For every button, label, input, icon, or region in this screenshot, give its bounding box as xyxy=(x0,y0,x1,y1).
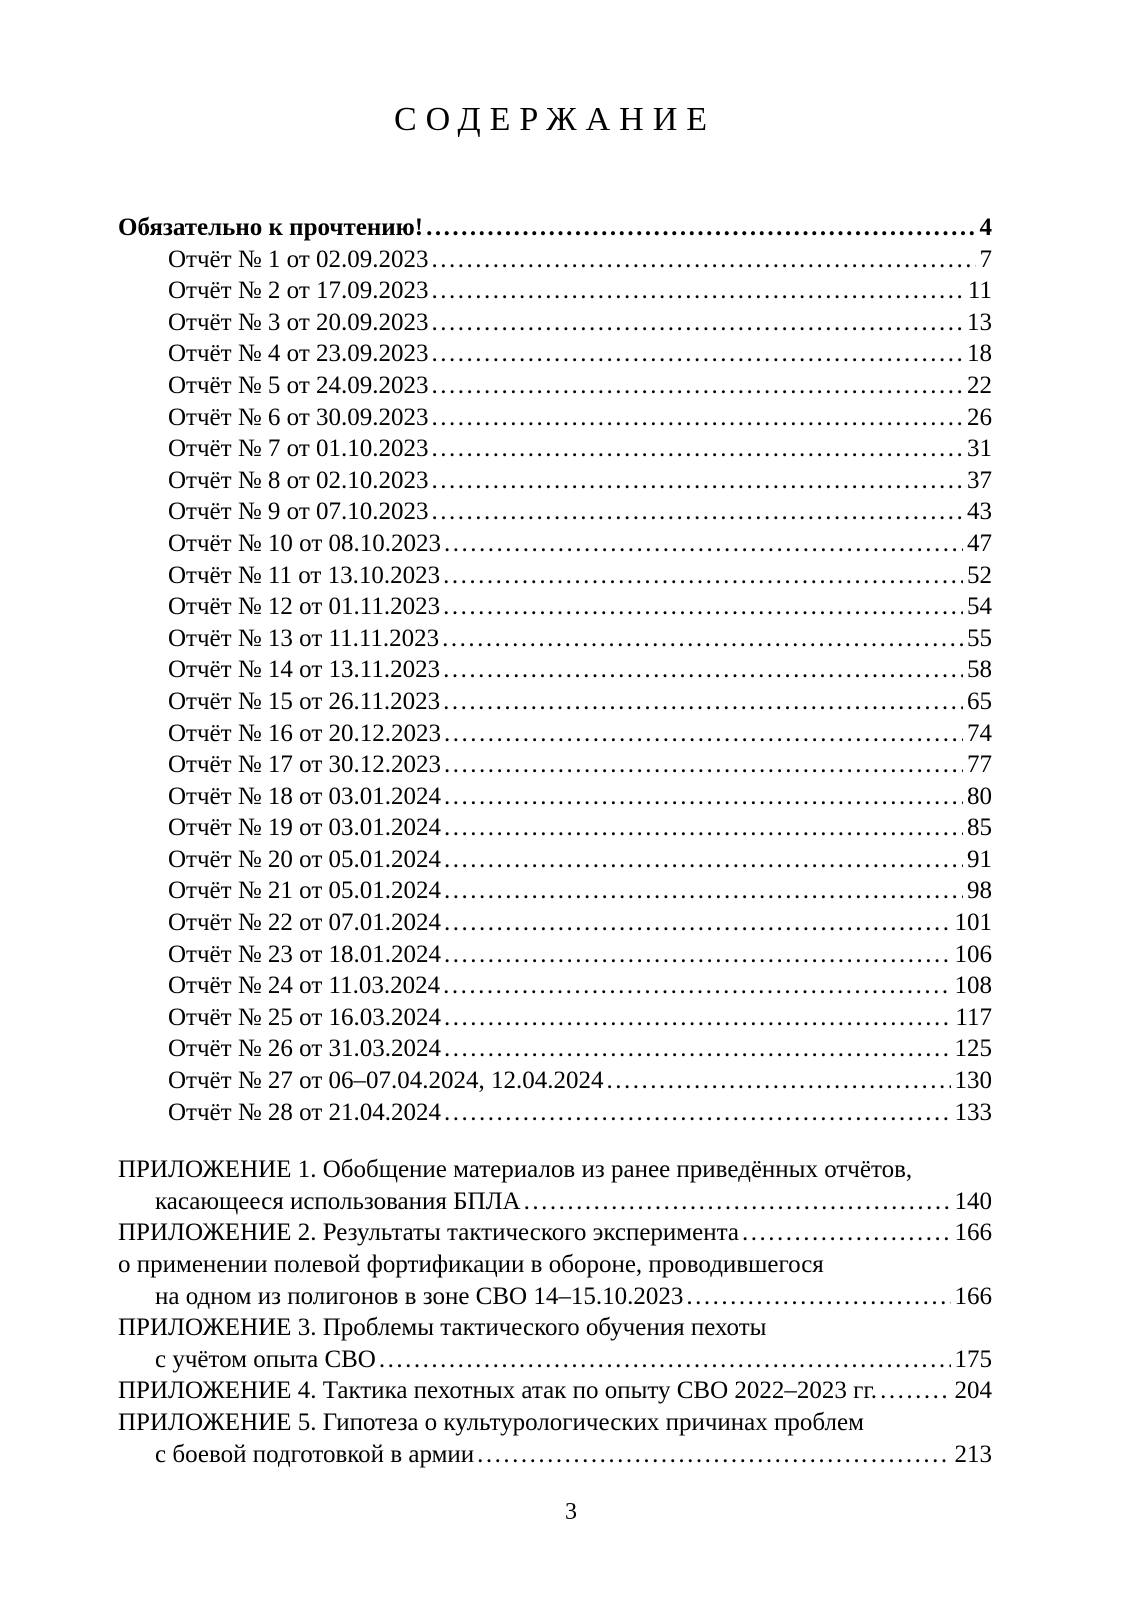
dot-leader xyxy=(432,275,964,307)
toc-report-entry xyxy=(118,907,992,939)
toc-report-entry-label: Отчёт № 23 от 18.01.2024 xyxy=(168,940,442,968)
dot-leader xyxy=(444,939,950,971)
toc-appendix-line-page: 140 xyxy=(954,1187,992,1215)
dot-leader xyxy=(442,623,963,655)
toc-report-entry xyxy=(118,560,992,592)
toc-report-entry xyxy=(118,623,992,655)
toc-report-entry xyxy=(118,591,992,623)
toc-report-entry-page: 13 xyxy=(967,308,992,336)
page-number: 3 xyxy=(565,1499,577,1525)
toc-appendix-line xyxy=(118,1344,992,1376)
toc-content xyxy=(118,0,992,1470)
toc-report-entry xyxy=(118,307,992,339)
toc-report-entry-label: Отчёт № 10 от 08.10.2023 xyxy=(168,529,442,557)
toc-report-entry-page: 52 xyxy=(967,561,992,589)
dot-leader xyxy=(444,812,963,844)
toc-report-entry-label: Отчёт № 20 от 05.01.2024 xyxy=(168,845,442,873)
dot-leader xyxy=(379,1344,951,1376)
toc-report-entry-page: 74 xyxy=(967,719,992,747)
toc-report-entry-label: Отчёт № 12 от 01.11.2023 xyxy=(168,593,441,621)
toc-main-entry-page: 4 xyxy=(979,214,992,241)
dot-leader xyxy=(432,465,963,497)
toc-report-entry xyxy=(118,812,992,844)
toc-report-entry-page: 85 xyxy=(967,814,992,842)
toc-report-entry-page: 31 xyxy=(967,435,992,463)
dot-leader xyxy=(444,781,963,813)
toc-main-entry xyxy=(118,212,992,244)
toc-report-entry-label: Отчёт № 21 от 05.01.2024 xyxy=(168,877,442,905)
toc-report-entry-page: 37 xyxy=(967,466,992,494)
dot-leader xyxy=(432,402,963,434)
toc-report-entry-page: 43 xyxy=(967,498,992,526)
toc-appendix-line-page: 166 xyxy=(954,1219,992,1247)
toc-report-entry xyxy=(118,939,992,971)
dot-leader xyxy=(686,1281,950,1313)
dot-leader xyxy=(444,1002,951,1034)
dot-leader xyxy=(432,496,963,528)
toc-report-entry-page: 91 xyxy=(967,845,992,873)
toc-report-entry-label: Отчёт № 17 от 30.12.2023 xyxy=(168,751,442,779)
toc-report-entry-page: 22 xyxy=(967,371,992,399)
dot-leader xyxy=(432,338,963,370)
dot-leader xyxy=(432,307,963,339)
toc-main-entry-label: Обязательно к прочтению! xyxy=(118,214,424,241)
dot-leader xyxy=(432,370,963,402)
toc-report-entry-page: 98 xyxy=(967,877,992,905)
toc-report-entry-label: Отчёт № 19 от 03.01.2024 xyxy=(168,814,442,842)
toc-report-entry xyxy=(118,370,992,402)
toc-report-entry xyxy=(118,749,992,781)
dot-leader xyxy=(742,1217,951,1249)
toc-report-entry xyxy=(118,1002,992,1034)
toc-appendix-line xyxy=(118,1217,992,1249)
toc-report-entry xyxy=(118,528,992,560)
toc-report-entry-label: Отчёт № 27 от 06–07.04.2024, 12.04.2024 xyxy=(168,1067,604,1095)
toc-appendix-line-label: ПРИЛОЖЕНИЕ 4. Тактика пехотных атак по опыту СВО 2022–2023 гг. xyxy=(118,1377,878,1405)
toc-report-entry xyxy=(118,654,992,686)
toc-report-entry-label: Отчёт № 8 от 02.10.2023 xyxy=(168,466,429,494)
toc-report-entry-page: 18 xyxy=(967,340,992,368)
toc-appendix-line-label: с учётом опыта СВО xyxy=(155,1345,376,1373)
toc-report-entry-label: Отчёт № 18 от 03.01.2024 xyxy=(168,782,442,810)
toc-report-entry xyxy=(118,875,992,907)
toc-report-entry-label: Отчёт № 13 от 11.11.2023 xyxy=(168,624,440,652)
toc-appendix-line-label: ПРИЛОЖЕНИЕ 3. Проблемы тактического обучения пехоты xyxy=(118,1314,767,1342)
toc-report-entry-page: 125 xyxy=(954,1035,992,1063)
toc-appendix-line xyxy=(118,1154,992,1186)
toc-report-entry xyxy=(118,970,992,1002)
toc-appendix-line xyxy=(118,1439,992,1471)
toc-report-entry xyxy=(118,686,992,718)
toc-appendix-line xyxy=(118,1249,992,1281)
toc-report-entry-page: 26 xyxy=(967,403,992,431)
toc-appendix-line-label: ПРИЛОЖЕНИЕ 2. Результаты тактического эксперимента xyxy=(118,1219,739,1247)
toc-report-entry xyxy=(118,781,992,813)
toc-report-entry-page: 106 xyxy=(954,940,992,968)
dot-leader xyxy=(444,1033,950,1065)
toc-report-entry-page: 54 xyxy=(967,593,992,621)
toc-report-entry-page: 47 xyxy=(967,529,992,557)
toc-report-entry xyxy=(118,244,992,276)
toc-report-entry-page: 65 xyxy=(967,687,992,715)
toc-report-entry-page: 117 xyxy=(955,1003,992,1031)
toc-report-entry-page: 77 xyxy=(967,751,992,779)
toc-appendix-line-label: касающееся использования БПЛА xyxy=(155,1187,521,1215)
dot-leader xyxy=(444,528,963,560)
dot-leader xyxy=(524,1186,951,1218)
toc-report-entry-label: Отчёт № 28 от 21.04.2024 xyxy=(168,1098,442,1126)
page-title: СОДЕРЖАНИЕ xyxy=(393,101,717,138)
dot-leader xyxy=(443,686,963,718)
toc-report-entry-page: 7 xyxy=(979,245,992,273)
toc-report-entry-label: Отчёт № 15 от 26.11.2023 xyxy=(168,687,441,715)
toc-report-entry xyxy=(118,275,992,307)
toc-reports-list xyxy=(118,244,992,1129)
toc-report-entry-page: 55 xyxy=(967,624,992,652)
dot-leader xyxy=(444,1097,950,1129)
dot-leader xyxy=(444,749,963,781)
toc-appendix-line-label: ПРИЛОЖЕНИЕ 5. Гипотеза о культурологических причинах проблем xyxy=(118,1408,864,1436)
dot-leader xyxy=(444,875,963,907)
toc-appendix-line-page: 204 xyxy=(954,1377,992,1405)
toc-appendix-line-page: 166 xyxy=(954,1282,992,1310)
toc-report-entry-page: 58 xyxy=(967,656,992,684)
toc-appendix-line-label: ПРИЛОЖЕНИЕ 1. Обобщение материалов из ранее приведённых отчётов, xyxy=(118,1156,913,1184)
dot-leader xyxy=(444,718,963,750)
toc-report-entry-label: Отчёт № 25 от 16.03.2024 xyxy=(168,1003,442,1031)
toc-report-entry-page: 133 xyxy=(954,1098,992,1126)
toc-report-entry xyxy=(118,338,992,370)
dot-leader xyxy=(477,1439,950,1471)
table-of-contents xyxy=(118,212,992,1470)
toc-report-entry xyxy=(118,496,992,528)
toc-report-entry-page: 11 xyxy=(967,277,992,305)
dot-leader xyxy=(444,844,963,876)
toc-report-entry-page: 80 xyxy=(967,782,992,810)
toc-appendix-line xyxy=(118,1312,992,1344)
toc-report-entry xyxy=(118,844,992,876)
toc-report-entry xyxy=(118,1097,992,1129)
toc-report-entry xyxy=(118,718,992,750)
toc-appendix-line-label: на одном из полигонов в зоне СВО 14–15.10.2023 xyxy=(155,1282,684,1310)
toc-report-entry-label: Отчёт № 1 от 02.09.2023 xyxy=(168,245,429,273)
toc-appendix-line-page: 213 xyxy=(954,1440,992,1468)
toc-appendix-line xyxy=(118,1281,992,1313)
toc-report-entry-label: Отчёт № 6 от 30.09.2023 xyxy=(168,403,429,431)
dot-leader xyxy=(432,433,963,465)
toc-report-entry-label: Отчёт № 7 от 01.10.2023 xyxy=(168,435,429,463)
toc-appendix-line-label: о применении полевой фортификации в обороне, проводившегося xyxy=(118,1251,824,1278)
dot-leader xyxy=(444,907,950,939)
toc-appendix-line xyxy=(118,1186,992,1218)
dot-leader xyxy=(443,560,963,592)
toc-report-entry xyxy=(118,402,992,434)
toc-report-entry-page: 108 xyxy=(954,972,992,1000)
toc-report-entry-label: Отчёт № 24 от 11.03.2024 xyxy=(168,972,441,1000)
toc-report-entry-label: Отчёт № 11 от 13.10.2023 xyxy=(168,561,441,589)
toc-report-entry-label: Отчёт № 14 от 13.11.2023 xyxy=(168,656,441,684)
toc-appendix-line-page: 175 xyxy=(954,1345,992,1373)
toc-report-entry xyxy=(118,1065,992,1097)
dot-leader xyxy=(880,1375,950,1407)
toc-report-entry-label: Отчёт № 3 от 20.09.2023 xyxy=(168,308,429,336)
toc-report-entry-label: Отчёт № 16 от 20.12.2023 xyxy=(168,719,442,747)
toc-report-entry xyxy=(118,465,992,497)
dot-leader xyxy=(443,970,950,1002)
toc-report-entry-label: Отчёт № 9 от 07.10.2023 xyxy=(168,498,429,526)
toc-report-entry-label: Отчёт № 22 от 07.01.2024 xyxy=(168,909,442,937)
dot-leader xyxy=(432,244,976,276)
toc-report-entry-label: Отчёт № 2 от 17.09.2023 xyxy=(168,277,429,305)
toc-report-entry-label: Отчёт № 26 от 31.03.2024 xyxy=(168,1035,442,1063)
dot-leader xyxy=(607,1065,951,1097)
toc-report-entry xyxy=(118,1033,992,1065)
toc-appendix-line-label: с боевой подготовкой в армии xyxy=(155,1440,475,1468)
dot-leader xyxy=(443,654,963,686)
dot-leader xyxy=(443,591,963,623)
toc-report-entry-label: Отчёт № 5 от 24.09.2023 xyxy=(168,371,429,399)
toc-report-entry-label: Отчёт № 4 от 23.09.2023 xyxy=(168,340,429,368)
toc-report-entry xyxy=(118,433,992,465)
toc-report-entry-page: 101 xyxy=(954,909,992,937)
toc-appendix-list xyxy=(118,1154,992,1470)
toc-appendix-line xyxy=(118,1407,992,1439)
toc-appendix-line xyxy=(118,1375,992,1407)
toc-report-entry-page: 130 xyxy=(954,1067,992,1095)
dot-leader xyxy=(426,212,975,244)
